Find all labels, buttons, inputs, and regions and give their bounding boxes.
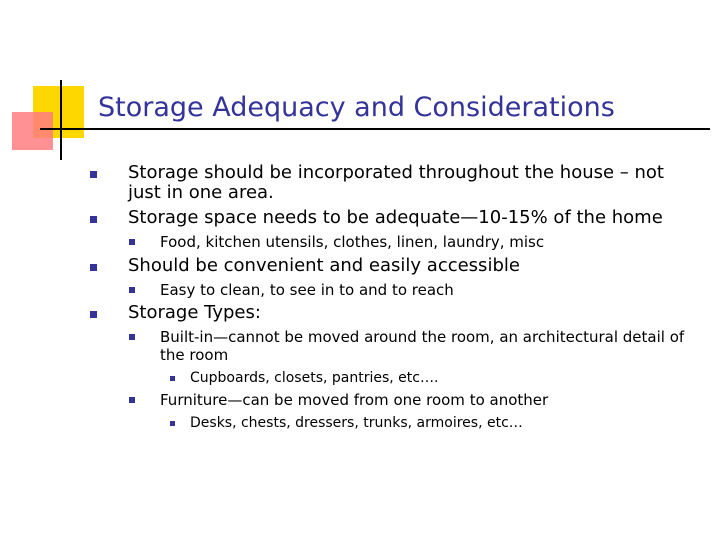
bullet-item bbox=[128, 208, 698, 228]
sub-sub-bullet-item bbox=[190, 415, 690, 432]
bullet-text: Built-in—cannot be moved around the room, an architectural detail of the room bbox=[160, 328, 685, 364]
sub-bullet-item bbox=[160, 281, 700, 299]
square-bullet-icon bbox=[129, 239, 135, 245]
bullet-text: Easy to clean, to see in to and to reach bbox=[160, 281, 454, 299]
decorative-pink-square bbox=[12, 112, 53, 150]
bullet-item bbox=[128, 303, 698, 323]
square-bullet-icon bbox=[129, 397, 135, 403]
bullet-text: Furniture—can be moved from one room to another bbox=[160, 391, 549, 409]
sub-bullet-item bbox=[160, 233, 700, 251]
square-bullet-icon bbox=[129, 287, 135, 293]
bullet-text: Storage space needs to be adequate—10-15% of the home bbox=[128, 207, 663, 228]
bullet-item bbox=[128, 256, 698, 276]
square-bullet-icon bbox=[90, 216, 97, 223]
square-bullet-icon bbox=[90, 311, 97, 318]
square-bullet-icon bbox=[90, 264, 97, 271]
sub-bullet-item bbox=[160, 391, 700, 409]
bullet-text: Desks, chests, dressers, trunks, armoires, etc… bbox=[190, 415, 523, 431]
square-bullet-icon bbox=[170, 421, 175, 426]
square-bullet-icon bbox=[170, 376, 175, 381]
bullet-text: Cupboards, closets, pantries, etc…. bbox=[190, 370, 439, 386]
sub-bullet-item bbox=[160, 328, 700, 364]
sub-sub-bullet-item bbox=[190, 370, 690, 387]
bullet-text: Storage should be incorporated throughout the house – not just in one area. bbox=[128, 162, 664, 203]
square-bullet-icon bbox=[129, 334, 135, 340]
square-bullet-icon bbox=[90, 171, 97, 178]
bullet-text: Food, kitchen utensils, clothes, linen, laundry, misc bbox=[160, 233, 545, 251]
bullet-text: Should be convenient and easily accessible bbox=[128, 255, 520, 276]
slide-title: Storage Adequacy and Considerations bbox=[98, 92, 615, 123]
title-underline bbox=[40, 128, 710, 130]
bullet-text: Storage Types: bbox=[128, 302, 261, 323]
bullet-item bbox=[128, 163, 698, 203]
decorative-vertical-line bbox=[60, 80, 62, 160]
